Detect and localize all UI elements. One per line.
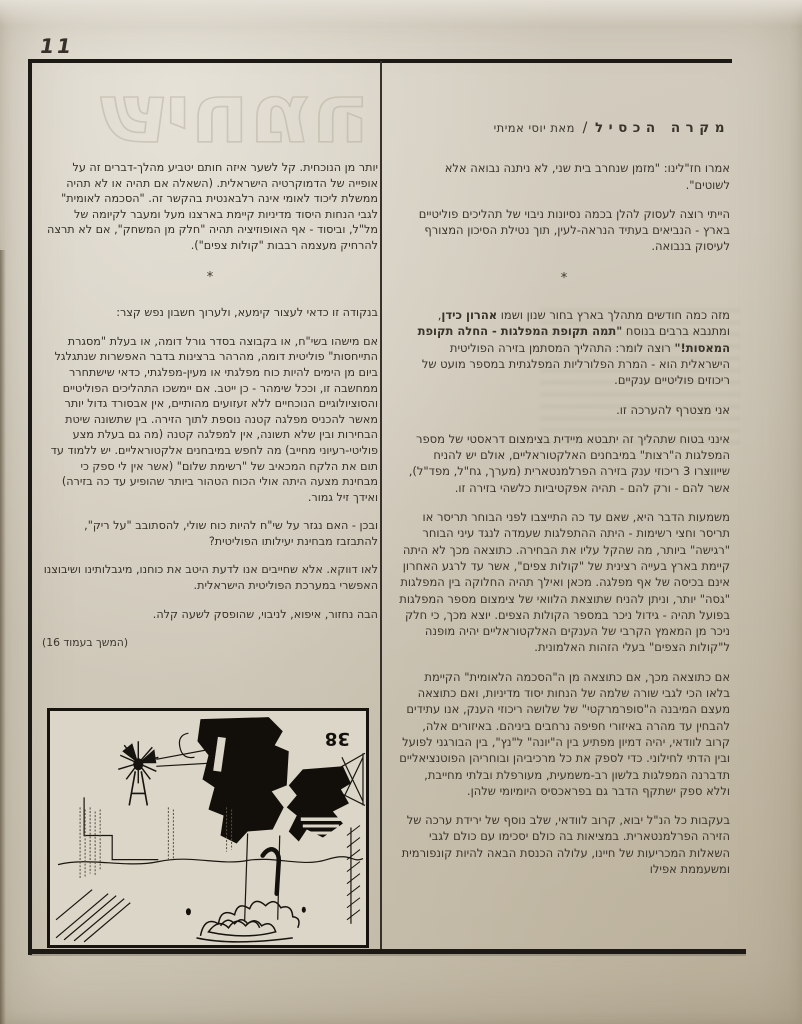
- svg-text:38: 38: [324, 728, 350, 750]
- paragraph: אמרו חז"לינו: "מזמן שנחרב בית שני, לא ניתנה נבואה אלא לשוטים".: [444, 161, 730, 192]
- paragraph: אם מישהו בשי"ח, או בקבוצה בסדר גורל דומה, או בעלת "מסגרת התייחסות" פוליטית דומה, מהרהר ברצינות בדבר האפשרות שנתגלגל ביום מן הימים להיות כוח מפלגתי או מעין-מפלגתי, כדאי שישתחרר ממחשבה זו, וככל שימהר - כן ייטב. אם יימשכו התהליכים הפוליטיים והסוציולוגיים הנוכחיים ללא זעזועים מהותיים, אין אבסורד גדול יותר מאשר להכניס מפלגה קטנה נוספת לתוך הזירה. בין שתשונה שיטת הבחירות ובין שלא תשונה, אין למפלגה קטנה (מה גם בעלת מצע פוליטי-רעיוני מחייב) מה לחפש במיבחנים אלקטוראליים. יש ללמוד עד תום את הלקח המכאיב של "רשימת שלום" (אשר אין לי ספק כי מבחינת מצעה היתה אולי הכוח הטהור ביותר שהופיע עד כה בזירה) ואידך זיל גמור.: [50, 334, 378, 504]
- title-slash: /: [582, 120, 588, 136]
- paragraph-text: מזה כמה חודשים מתהלך בארץ בחור שנון ושמו: [497, 308, 730, 323]
- page-frame-left: [28, 59, 32, 955]
- cartoon-clipping: [47, 708, 369, 948]
- paragraph: בעקבות כל הנ"ל יבוא, קרוב לוודאי, שלב נוסף של ירידת ערכה של הזירה הפרלמנטארית. במציאות בה כולם יסכימו עם כולם לגבי השאלות המכריעות של חיינו, עלולה הכנסת הבאה להיות קונפורמית ומשעממת אפילו: [401, 813, 730, 876]
- bleed-through-ghost-text: [92, 64, 378, 164]
- wall-hatching: [347, 825, 360, 919]
- windmill-icon: [118, 741, 158, 805]
- paragraph: הייתי רוצה לעסוק להלן בכמה נסיונות ניבוי של תהליכים פוליטיים בארץ - הנביאים בעתיד הנראה-לעין, תוך נטילת הסיכון המצורף לעיסוק בנבואה.: [418, 206, 730, 254]
- paper-edge-top: [0, 0, 802, 26]
- scribble-pile: [196, 901, 299, 941]
- hook-shape: [263, 849, 279, 893]
- quoted-slogan: "תמה תקופת המפלגות - החלה תקופת המאסות!": [417, 324, 730, 355]
- paper-edge-left: [0, 250, 6, 1024]
- continuation-note: (המשך בעמוד 16): [42, 636, 129, 650]
- paragraph: לאו דווקא. אלא שחייבים אנו לדעת היטב את כוחנו, מיגבלותינו ושיבוצנו האפשרי במערכת הפוליטית הישראלית.: [43, 563, 378, 593]
- article-title: מקרה הכסיל: [594, 120, 730, 136]
- ink-dot: [302, 907, 306, 913]
- cartoon-page-number: [325, 728, 350, 749]
- paragraph: אם כתוצאה מכך, אם כתוצאה מן ה"הסכמה הלאומית" הקיימת בלאו הכי לגבי שורה שלמה של הנחות יסוד מדיניות, ואם כתוצאה מעצם המיבנה ה"סופרמרקטי" של שלושה ריכוזי הענק, אנו עתידים להבחין עד מהרה באיזורי חפיפה נרחבים ביניהם. באיזורים אלה, קרוב לוודאי, יהיה דמיון מפתיע בין ה"יונה" ל"נץ", בין הבורגני לפועל ובין הדתי לחילוני. כדי לספק את כל מרכיביהן ובוחריהן הפוטנציאליים תדברנה המפלגות בלשון רב-משמעית, מעורפלת ובלתי מחייבת, וללא ספק ישתקף הדבר גם בפראכסיס היומיומי שלהן.: [399, 669, 730, 798]
- paragraph-text: רוצה לומר: התהליך המסתמן בזירה הפוליטית הישראלית הוא - המרת הפלורליות המפלגתית במספר מועט של ריכוזים פוליטיים ענקיים.: [421, 340, 730, 388]
- paragraph: [398, 307, 730, 388]
- tiny-credit-text-lines: [80, 807, 231, 879]
- svg-text:שיחמה: שיחמה: [100, 67, 370, 162]
- floor-hatching: [56, 890, 130, 942]
- paragraph: יותר מן הנוכחית. קל לשער איזה חותם יטביע מהלך-דברים זה על אופייה של הדמוקרטיה הישראלית. (השאלה אם תהיה או לא תהיה ממשלת ליכוד לאומי אינה רלבאנטית בהקשר זה. "הסכמה לאומית" לגבי הנחות היסוד מדיניות קיימת בארצנו מעל ומעבר לקיומה של מל"ל, וביסוד - אף האופוזיציה תהיה "חלק מן המשחק", אם לא תרצה להרחיק מעצמה רבבות "קולות צפים").: [47, 161, 378, 252]
- person-name: אהרון כידן: [441, 308, 498, 323]
- ink-dot: [186, 908, 191, 915]
- page-number: 11: [37, 34, 76, 58]
- paragraph: אני מצטרף להערכה זו.: [616, 402, 730, 417]
- article-column-right: [398, 112, 730, 950]
- article-byline: מאת יוסי אמיתי: [493, 121, 575, 135]
- paragraph: משמעות הדבר היא, שאם עד כה התייצבו לפני הבוחר תריסר או תריסר וחצי רשימות - היתה ההתפלגות שעמדה לנגד עיני הבוחר "רגישה" ביותר, מה שהקל עליו את הבחירה. כתוצאה מכך לא היתה קיימת בארץ בעייה רצינית של "קולות צפים", אשר עד לרגע האחרון אינם בכיסה של אף מפלגה. מכאן ואילך תהיה החלוקה בין המפלגות "גסה" יותר, וניתן להניח שתוצאת הלוואי של צימצום מספר המפלגות בפועל תהיה - גידול ניכר במספר הקולות הצפים. יוצא מכך, כי חלק ניכר מן המאמץ הקרבי של הענקים האלקטוראליים יהיה מופנה ל"קולות הצפים" בעלי הזהות האלמונית.: [399, 510, 730, 655]
- paragraph: אינני בטוח שתהליך זה יתבטא מיידית בצימצום דראסטי של מספר המפלגות ה"רצות" במיבחנים האלקטוראליים, אולם יש להניח שייווצרו 3 ריכוזי ענק בזירה הפרלמנטארית (מערך, גח"ל, מפד"ל), אשר להם - ורק להם - תהיה אפקטיביות כלשהי בזירה זו.: [408, 431, 730, 495]
- paragraph-text: , ומתנבא ברבים בנוסח: [437, 308, 730, 339]
- paragraph: בנקודה זו כדאי לעצור קימעא, ולערוך חשבון נפש קצר:: [116, 306, 378, 320]
- paragraph: הבה נחזור, איפוא, לניבוי, שהופסק לשעה קלה.: [152, 607, 378, 621]
- article-column-left: [42, 160, 378, 706]
- column-divider: [380, 61, 382, 949]
- cartoon-illustration: [50, 711, 366, 945]
- paragraph: ובכן - האם נגזר על שי"ח להיות כוח שולי, להסתובב "על ריק", להתבזבז מבחינת יעילותו הפוליטית?: [84, 519, 378, 548]
- article-header: [398, 120, 730, 136]
- asterisk-separator: *: [206, 269, 214, 285]
- asterisk-separator: *: [560, 270, 568, 286]
